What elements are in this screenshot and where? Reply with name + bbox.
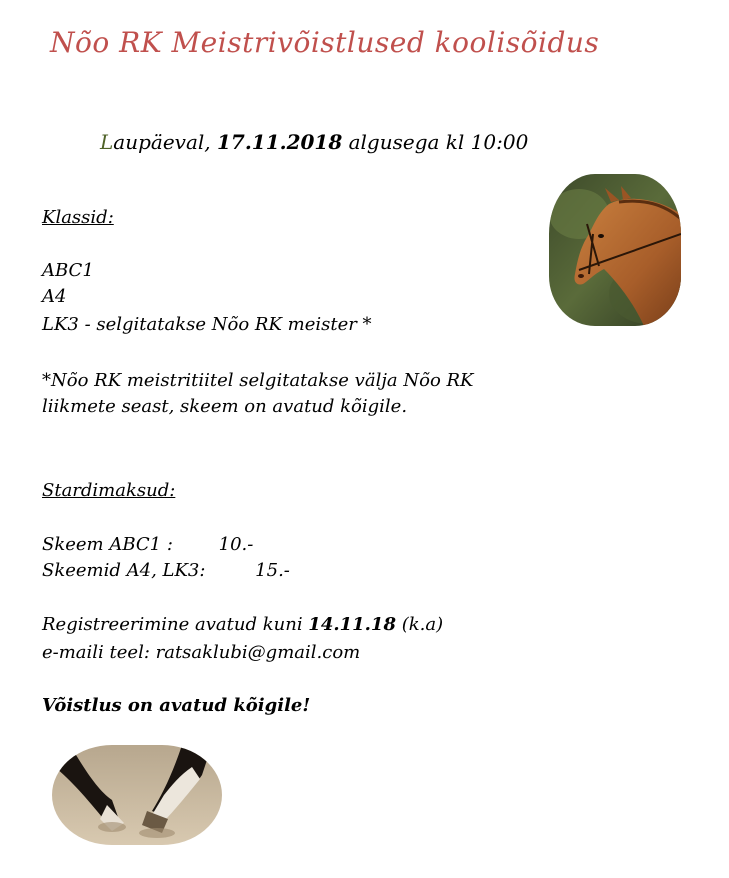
registration-suffix: (k.a) — [395, 614, 444, 635]
classes-note-line-2: liikmete seast, skeem on avatud kõigile. — [42, 396, 408, 417]
closing-statement: Võistlus on avatud kõigile! — [42, 695, 311, 716]
fee-value: 10.- — [218, 534, 254, 555]
page-title: Nõo RK Meistrivõistlused koolisõidus — [50, 26, 600, 59]
registration-prefix: Registreerimine avatud kuni — [42, 614, 309, 635]
class-item: LK3 - selgitatakse Nõo RK meister * — [42, 314, 372, 335]
class-item: ABC1 — [42, 260, 94, 281]
fee-label: Skeemid A4, LK3: — [42, 560, 206, 581]
fee-value: 15.- — [255, 560, 290, 581]
registration-line-1 — [42, 612, 443, 638]
class-item: A4 — [42, 286, 67, 307]
fee-label: Skeem ABC1 : — [42, 534, 173, 555]
event-date: 17.11.2018 — [216, 130, 343, 154]
hooves-photo — [52, 745, 222, 845]
fee-row — [42, 558, 290, 584]
hooves-illustration — [52, 745, 222, 845]
fee-row — [42, 532, 253, 558]
horse-head-photo — [549, 174, 681, 326]
fees-heading: Stardimaksud: — [42, 480, 176, 501]
event-date-line — [100, 130, 528, 154]
classes-heading: Klassid: — [42, 207, 114, 228]
date-line-prefix: aupäeval, — [113, 130, 217, 154]
date-line-suffix: algusega kl 10:00 — [342, 130, 529, 154]
date-line-initial: L — [100, 130, 114, 154]
classes-note-line-1: *Nõo RK meistritiitel selgitatakse välja Nõo RK — [42, 370, 474, 391]
horse-head-illustration — [549, 174, 681, 326]
registration-email-line: e-maili teel: ratsaklubi@gmail.com — [42, 642, 361, 663]
registration-deadline: 14.11.18 — [308, 614, 396, 635]
